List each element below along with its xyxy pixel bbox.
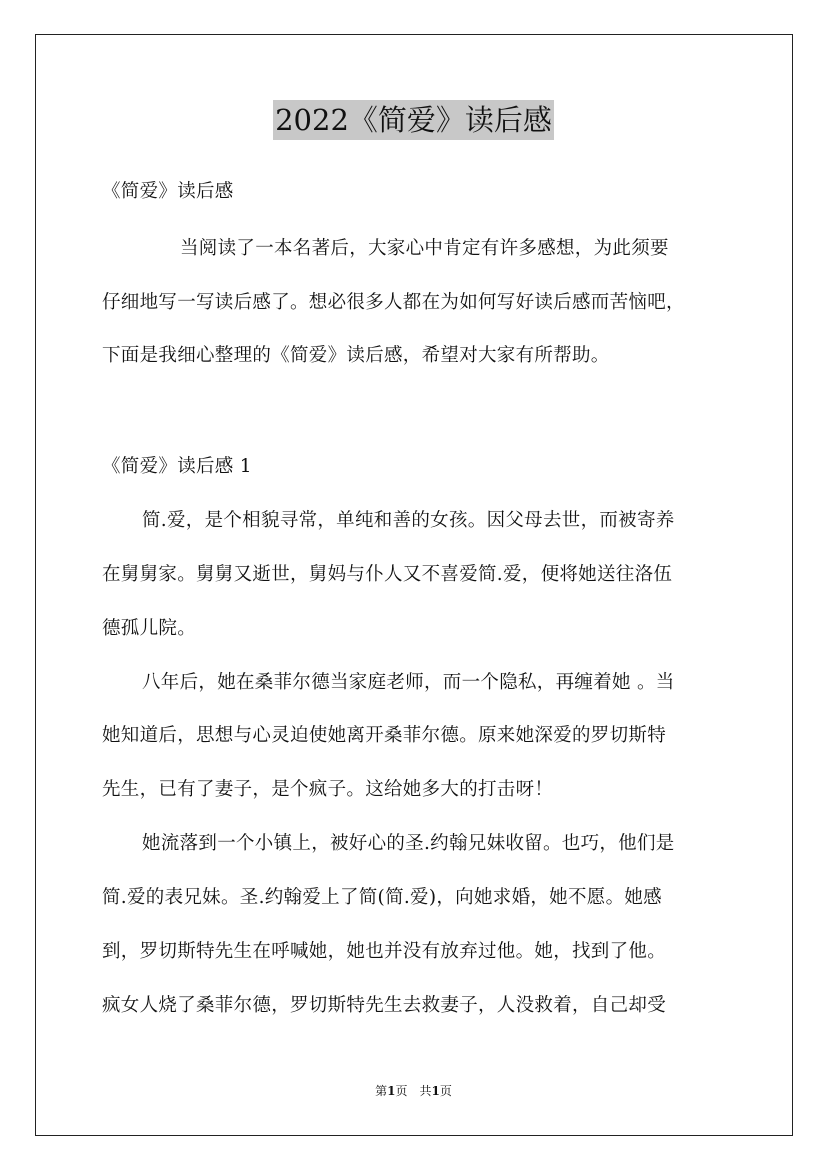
body-line-3: 德孤儿院。: [102, 618, 197, 639]
footer-page-mid: 页 共: [395, 1084, 432, 1098]
document-title-wrap: [0, 100, 827, 140]
intro-line-2: 仔细地写一写读后感了。想必很多人都在为如何写好读后感而苦恼吧，: [102, 292, 685, 313]
page-footer: [0, 1083, 827, 1099]
article-heading: 《简爱》读后感: [102, 181, 234, 202]
document-title: 2022《简爱》读后感: [273, 100, 554, 140]
footer-page-total: 1: [431, 1084, 440, 1098]
body-line-7: 她流落到一个小镇上，被好心的圣.约翰兄妹收留。也巧，他们是: [142, 833, 675, 854]
body-line-5: 她知道后，思想与心灵迫使她离开桑菲尔德。原来她深爱的罗切斯特: [102, 725, 667, 746]
body-line-2: 在舅舅家。舅舅又逝世，舅妈与仆人又不喜爱简.爱，便将她送往洛伍: [102, 564, 673, 585]
body-line-9: 到，罗切斯特先生在呼喊她，她也并没有放弃过他。她，找到了他。: [102, 941, 667, 962]
intro-line-3: 下面是我细心整理的《简爱》读后感，希望对大家有所帮助。: [102, 345, 610, 366]
body-line-6: 先生，已有了妻子，是个疯子。这给她多大的打击呀！: [102, 779, 554, 800]
section-title: 《简爱》读后感 1: [102, 456, 252, 477]
body-line-4: 八年后，她在桑菲尔德当家庭老师，而一个隐私，再缠着她 。当: [142, 672, 675, 693]
body-line-8: 简.爱的表兄妹。圣.约翰爱上了简(简.爱)，向她求婚，她不愿。她感: [102, 887, 662, 908]
footer-page-prefix: 第: [375, 1084, 388, 1098]
body-line-1: 简.爱，是个相貌寻常，单纯和善的女孩。因父母去世，而被寄养: [142, 510, 675, 531]
body-line-10: 疯女人烧了桑菲尔德，罗切斯特先生去救妻子，人没救着，自己却受: [102, 995, 667, 1016]
footer-page-suffix: 页: [439, 1084, 452, 1098]
footer-page-number: 1: [387, 1084, 396, 1098]
intro-line-1: 当阅读了一本名著后，大家心中肯定有许多感想，为此须要: [180, 238, 669, 259]
